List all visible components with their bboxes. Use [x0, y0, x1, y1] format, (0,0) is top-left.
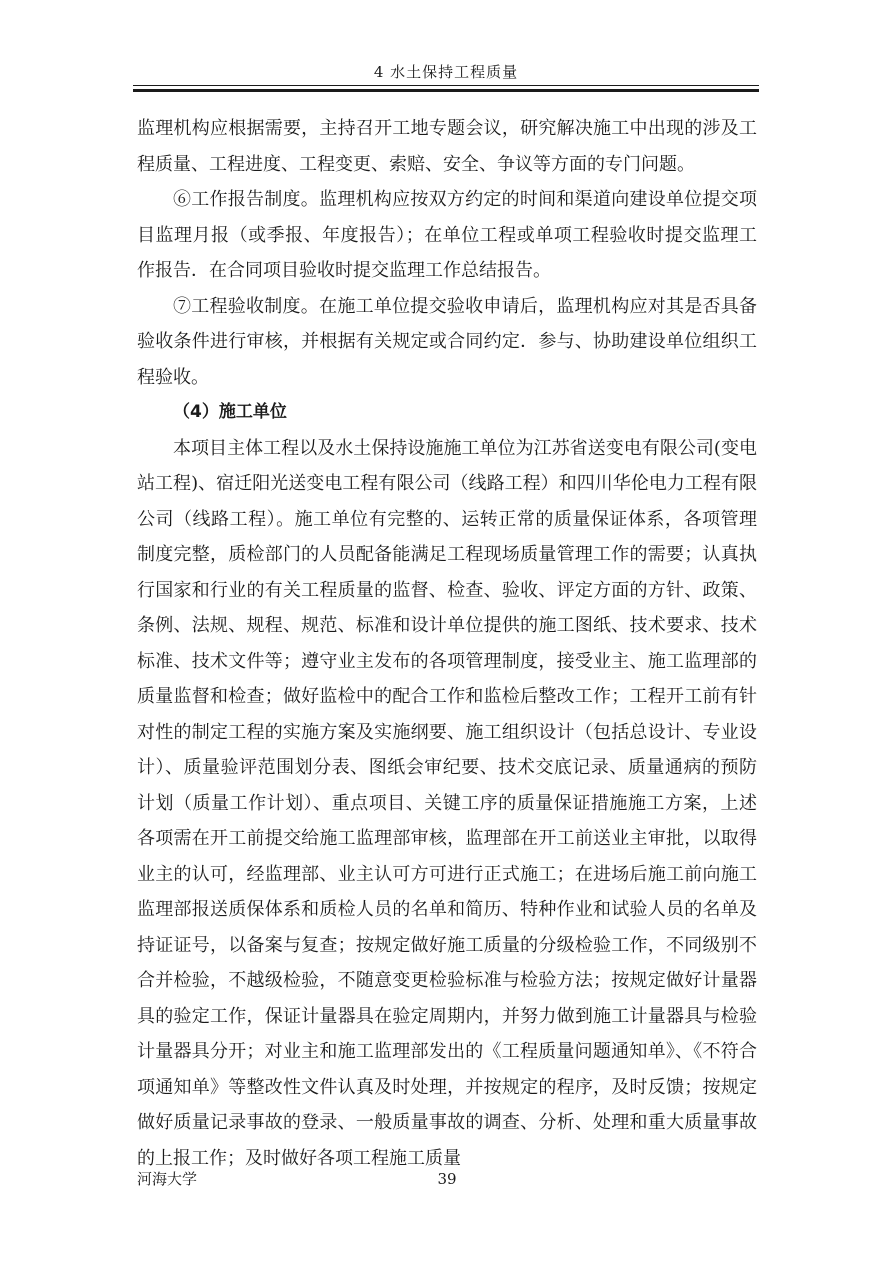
paragraph-continuation: 监理机构应根据需要，主持召开工地专题会议，研究解决施工中出现的涉及工程质量、工程进度、工程变更、索赔、安全、争议等方面的专门问题。 [137, 118, 757, 175]
header-rule-thick [133, 89, 759, 92]
paragraph-work-report-system: ⑥工作报告制度。监理机构应按双方约定的时间和渠道向建设单位提交项目监理月报（或季报、年度报告）；在单位工程或单项工程验收时提交监理工作报告．在合同项目验收时提交监理工作总结报告。 [137, 189, 757, 281]
paragraph-acceptance-system: ⑦工程验收制度。在施工单位提交验收申请后，监理机构应对其是否具备验收条件进行审核，并根据有关规定或合同约定．参与、协助建设单位组织工程验收。 [137, 295, 757, 388]
running-header: 4 水土保持工程质量 [373, 63, 519, 81]
body-text [137, 111, 757, 1176]
page-number: 39 [437, 1170, 457, 1188]
paragraph-construction-unit: 本项目主体工程以及水土保持设施施工单位为江苏省送变电有限公司(变电站工程)、宿迁阳光送变电工程有限公司（线路工程）和四川华伦电力工程有限公司（线路工程）。施工单位有完整的、运转正常的质量保证体系，各项管理制度完整，质检部门的人员配备能满足工程现场质量管理工作的需要；认真执行国家和行业的有关工程质量的监督、检查、验收、评定方面的方针、政策、条例、法规、规程、规范、标准和设计单位提供的施工图纸、技术要求、技术标准、技术文件等；遵守业主发布的各项管理制度，接受业主、施工监理部的质量监督和检查；做好监检中的配合工作和监检后整改工作；工程开工前有针对性的制定工程的实施方案及实施纲要、施工组织设计（包括总设计、专业设计）、质量验评范围划分表、图纸会审纪要、技术交底记录、质量通病的预防计划（质量工作计划）、重点项目、关键工序的质量保证措施施工方案，上述各项需在开工前提交给施工监理部审核，监理部在开工前送业主审批，以取得业主的认可，经监理部、业主认可方可进行正式施工；在进场后施工前向施工监理部报送质保体系和质检人员的名单和简历、特种作业和试验人员的名单及持证证号，以备案与复查；按规定做好施工质量的分级检验工作，不同级别不合并检验，不越级检验，不随意变更检验标准与检验方法；按规定做好计量器具的验定工作，保证计量器具在验定周期内，并努力做到施工计量器具与检验计量器具分开；对业主和施工监理部发出的《工程质量问题通知单》、《不符合项通知单》等整改性文件认真及时处理，并按规定的程序，及时反馈；按规定做好质量记录事故的登录、一般质量事故的调查、分析、处理和重大质量事故的上报工作；及时做好各项工程施工质量 [137, 437, 757, 1169]
header-rule-thin [133, 85, 759, 86]
page-footer [137, 1168, 757, 1190]
footer-school-name: 河海大学 [137, 1170, 198, 1188]
section-heading-construction-unit: （4）施工单位 [173, 402, 287, 422]
